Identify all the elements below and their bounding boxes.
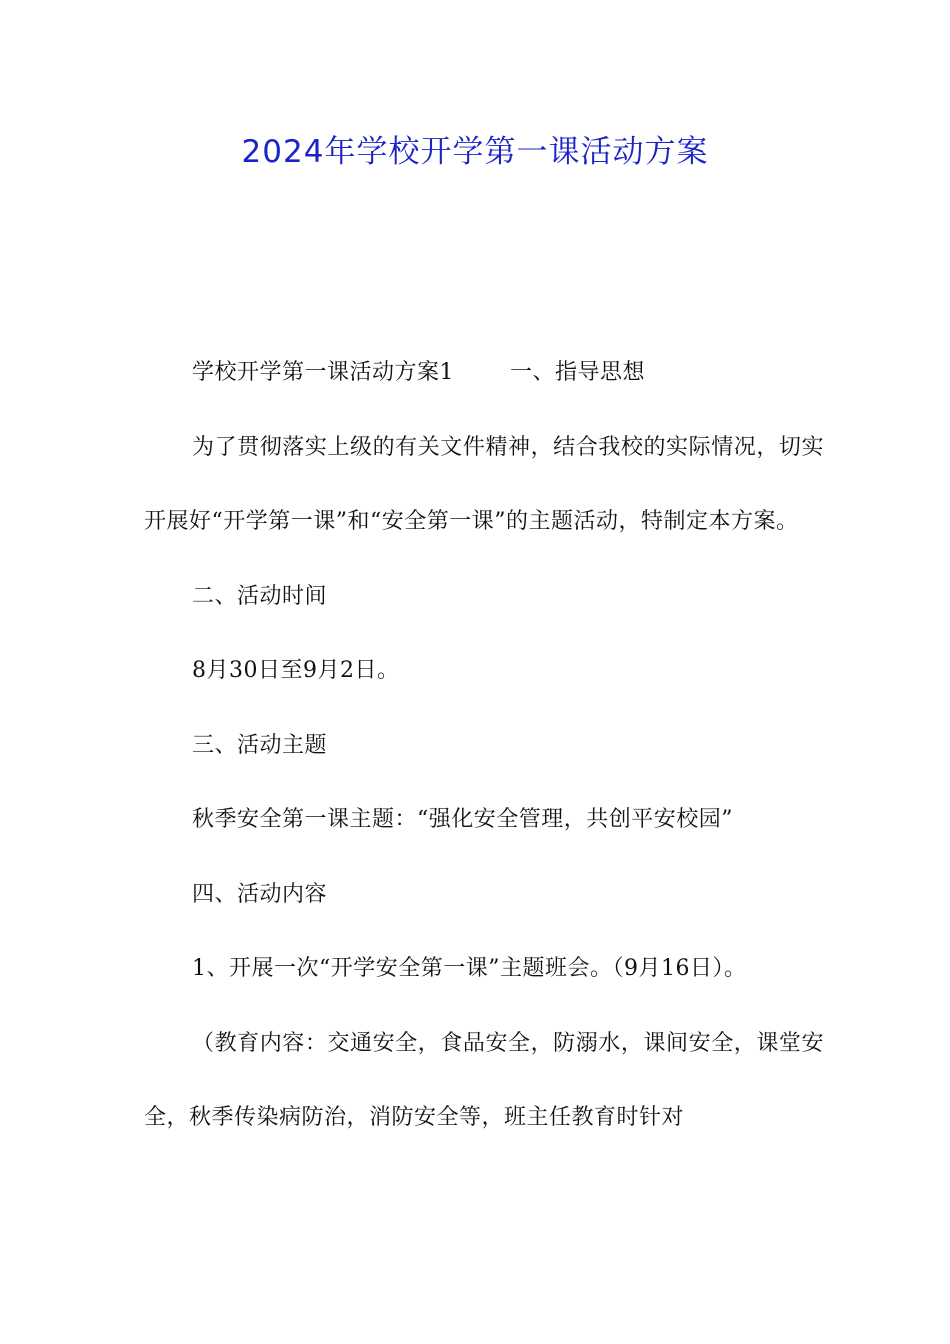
section-heading-activity-theme: 三、活动主题 bbox=[192, 732, 328, 758]
paragraph-purpose: 为了贯彻落实上级的有关文件精神，结合我校的实际情况，切实开展好“开学第一课”和“安全第一课”的主题活动，特制定本方案。 bbox=[144, 434, 824, 534]
paragraph-activity-dates: 8月30日至9月2日。 bbox=[192, 658, 400, 683]
paragraph-education-content: （教育内容：交通安全，食品安全，防溺水，课间安全，课堂安全，秋季传染病防治，消防安全等，班主任教育时针对 bbox=[144, 1030, 824, 1130]
document-title: 2024年学校开学第一课活动方案 bbox=[241, 134, 709, 170]
document-body bbox=[144, 336, 824, 1156]
section-heading-guiding-ideology: 一、指导思想 bbox=[510, 360, 646, 385]
paragraph-plan-heading bbox=[144, 336, 824, 411]
section-heading-activity-time: 二、活动时间 bbox=[192, 583, 328, 609]
paragraph-content-item-1: 1、开展一次“开学安全第一课”主题班会。（9月16日）。 bbox=[192, 956, 747, 981]
plan-name: 学校开学第一课活动方案1 bbox=[192, 360, 454, 385]
paragraph-theme: 秋季安全第一课主题：“强化安全管理，共创平安校园” bbox=[192, 807, 733, 832]
section-heading-activity-content: 四、活动内容 bbox=[192, 881, 328, 907]
